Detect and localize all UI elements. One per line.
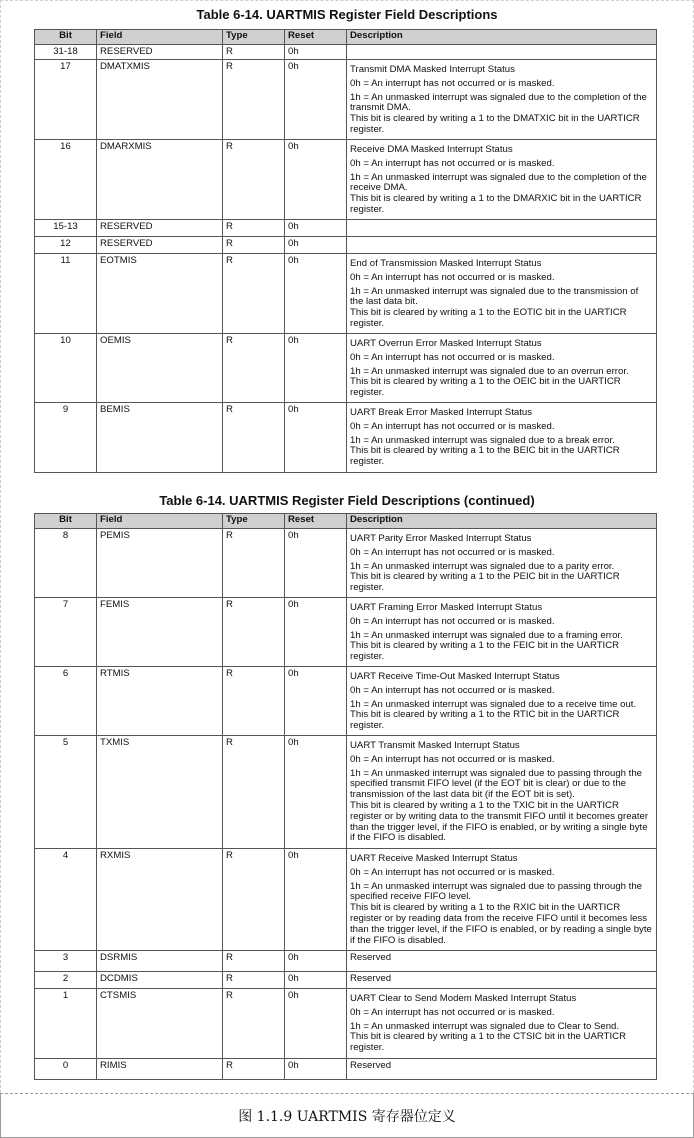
cell-reset: 0h — [285, 403, 347, 473]
table-row — [35, 140, 657, 220]
cell-type: R — [223, 45, 285, 60]
table-row — [35, 951, 657, 972]
description-line: UART Clear to Send Modem Masked Interrupt Status — [350, 993, 577, 1004]
cell-type: R — [223, 334, 285, 403]
description-line: This bit is cleared by writing a 1 to the RXIC bit in the UARTICR register or by reading data from the receive FIFO until it becomes less than the trigger level, if the FIFO is enabled, or by reading a single byte if the FIFO is disabled. — [350, 902, 652, 946]
cell-reset: 0h — [285, 736, 347, 849]
cell-bit: 11 — [35, 254, 97, 334]
table-row — [35, 849, 657, 951]
cell-type: R — [223, 140, 285, 220]
table-row — [35, 989, 657, 1059]
cell-field: RIMIS — [97, 1059, 223, 1080]
cell-description — [347, 237, 657, 254]
description-line: UART Break Error Masked Interrupt Status — [350, 407, 532, 418]
description-line: UART Parity Error Masked Interrupt Status — [350, 533, 532, 544]
description-line: UART Receive Time-Out Masked Interrupt Status — [350, 671, 560, 682]
description-line: Receive DMA Masked Interrupt Status — [350, 144, 513, 155]
figure-caption: 图 1.1.9 UARTMIS 寄存器位定义 — [238, 1109, 456, 1125]
cell-description — [347, 951, 657, 972]
cell-description — [347, 334, 657, 403]
header-reset: Reset — [285, 514, 347, 529]
header-description: Description — [347, 514, 657, 529]
cell-description — [347, 529, 657, 598]
description-line: End of Transmission Masked Interrupt Status — [350, 258, 542, 269]
description-line: This bit is cleared by writing a 1 to the FEIC bit in the UARTICR register. — [350, 640, 620, 663]
cell-field: RTMIS — [97, 667, 223, 736]
description-line: UART Transmit Masked Interrupt Status — [350, 740, 520, 751]
header-bit: Bit — [35, 514, 97, 529]
cell-field: RESERVED — [97, 237, 223, 254]
cell-description — [347, 254, 657, 334]
description-line: This bit is cleared by writing a 1 to the CTSIC bit in the UARTICR register. — [350, 1031, 627, 1054]
cell-field: TXMIS — [97, 736, 223, 849]
description-line: Reserved — [350, 973, 392, 984]
register-table-1 — [34, 29, 657, 473]
cell-type: R — [223, 989, 285, 1059]
table-row — [35, 736, 657, 849]
cell-bit: 6 — [35, 667, 97, 736]
cell-bit: 8 — [35, 529, 97, 598]
description-line: 0h = An interrupt has not occurred or is masked. — [350, 615, 555, 627]
description-line: 0h = An interrupt has not occurred or is masked. — [350, 684, 555, 696]
cell-field: FEMIS — [97, 598, 223, 667]
table-row — [35, 403, 657, 473]
cell-type: R — [223, 972, 285, 989]
description-line: 0h = An interrupt has not occurred or is masked. — [350, 1006, 555, 1018]
description-line: 0h = An interrupt has not occurred or is masked. — [350, 351, 555, 363]
description-line: This bit is cleared by writing a 1 to the RTIC bit in the UARTICR register. — [350, 709, 620, 732]
cell-reset: 0h — [285, 140, 347, 220]
description-line: 0h = An interrupt has not occurred or is masked. — [350, 420, 555, 432]
header-bit: Bit — [35, 30, 97, 45]
cell-description — [347, 403, 657, 473]
cell-field: OEMIS — [97, 334, 223, 403]
cell-bit: 17 — [35, 60, 97, 140]
table-header-row — [35, 514, 657, 529]
cell-field: RESERVED — [97, 220, 223, 237]
table-row — [35, 254, 657, 334]
table-row — [35, 598, 657, 667]
description-line: 0h = An interrupt has not occurred or is masked. — [350, 866, 555, 878]
description-line: This bit is cleared by writing a 1 to the EOTIC bit in the UARTICR register. — [350, 307, 627, 329]
description-line: 0h = An interrupt has not occurred or is masked. — [350, 157, 555, 169]
cell-description — [347, 667, 657, 736]
description-line: This bit is cleared by writing a 1 to the PEIC bit in the UARTICR register. — [350, 571, 620, 594]
cell-type: R — [223, 736, 285, 849]
cell-field: RESERVED — [97, 45, 223, 60]
cell-bit: 9 — [35, 403, 97, 473]
description-line: Transmit DMA Masked Interrupt Status — [350, 64, 515, 75]
cell-field: DSRMIS — [97, 951, 223, 972]
cell-reset: 0h — [285, 951, 347, 972]
description-line: 1h = An unmasked interrupt was signaled due to passing through the specified receive FIFO level. — [350, 880, 643, 903]
cell-reset: 0h — [285, 598, 347, 667]
cell-reset: 0h — [285, 972, 347, 989]
description-line: This bit is cleared by writing a 1 to the DMATXIC bit in the UARTICR register. — [350, 113, 640, 135]
cell-reset: 0h — [285, 220, 347, 237]
description-line: Reserved — [350, 952, 392, 963]
table-2-title: Table 6-14. UARTMIS Register Field Descriptions (continued) — [159, 493, 535, 508]
cell-bit: 10 — [35, 334, 97, 403]
cell-reset: 0h — [285, 1059, 347, 1080]
cell-bit: 4 — [35, 849, 97, 951]
description-line: 1h = An unmasked interrupt was signaled due to a framing error. — [350, 629, 623, 641]
table-row — [35, 45, 657, 60]
cell-type: R — [223, 951, 285, 972]
cell-type: R — [223, 598, 285, 667]
table-row — [35, 529, 657, 598]
cell-bit: 0 — [35, 1059, 97, 1080]
description-line: 0h = An interrupt has not occurred or is masked. — [350, 271, 555, 283]
cell-field: DMARXMIS — [97, 140, 223, 220]
description-line: 1h = An unmasked interrupt was signaled due to the completion of the receive DMA. — [350, 171, 647, 194]
cell-type: R — [223, 254, 285, 334]
cell-type: R — [223, 60, 285, 140]
cell-description — [347, 736, 657, 849]
header-description: Description — [347, 30, 657, 45]
description-line: UART Overrun Error Masked Interrupt Status — [350, 338, 542, 349]
cell-field: EOTMIS — [97, 254, 223, 334]
cell-description — [347, 598, 657, 667]
description-line: 0h = An interrupt has not occurred or is masked. — [350, 753, 555, 765]
description-line: 1h = An unmasked interrupt was signaled due to a break error. — [350, 434, 615, 446]
cell-bit: 12 — [35, 237, 97, 254]
header-field: Field — [97, 30, 223, 45]
cell-bit: 3 — [35, 951, 97, 972]
description-line: 0h = An interrupt has not occurred or is masked. — [350, 546, 555, 558]
cell-type: R — [223, 529, 285, 598]
register-table-2 — [34, 513, 657, 1080]
cell-description — [347, 989, 657, 1059]
cell-reset: 0h — [285, 334, 347, 403]
cell-field: PEMIS — [97, 529, 223, 598]
cell-description — [347, 45, 657, 60]
cell-field: CTSMIS — [97, 989, 223, 1059]
cell-reset: 0h — [285, 529, 347, 598]
description-line: 0h = An interrupt has not occurred or is masked. — [350, 77, 555, 89]
cell-reset: 0h — [285, 60, 347, 140]
cell-field: BEMIS — [97, 403, 223, 473]
cell-description — [347, 140, 657, 220]
description-line: 1h = An unmasked interrupt was signaled due to Clear to Send. — [350, 1020, 620, 1032]
description-line: UART Receive Masked Interrupt Status — [350, 853, 518, 864]
description-line: This bit is cleared by writing a 1 to the TXIC bit in the UARTICR register or by writing data to the transmit FIFO until it becomes greater than the trigger level, if the FIFO is enabled, or by writing a single byte if the FIFO is disabled. — [350, 799, 649, 844]
cell-type: R — [223, 403, 285, 473]
header-reset: Reset — [285, 30, 347, 45]
cell-reset: 0h — [285, 45, 347, 60]
table-row — [35, 972, 657, 989]
cell-type: R — [223, 220, 285, 237]
cell-description — [347, 1059, 657, 1080]
cell-reset: 0h — [285, 989, 347, 1059]
table-row — [35, 220, 657, 237]
description-line: This bit is cleared by writing a 1 to the BEIC bit in the UARTICR register. — [350, 445, 620, 468]
description-line: UART Framing Error Masked Interrupt Status — [350, 602, 543, 613]
table-row — [35, 237, 657, 254]
description-line: 1h = An unmasked interrupt was signaled due to a receive time out. — [350, 698, 637, 710]
cell-bit: 16 — [35, 140, 97, 220]
cell-type: R — [223, 237, 285, 254]
description-line: This bit is cleared by writing a 1 to the OEIC bit in the UARTICR register. — [350, 376, 621, 399]
table-row — [35, 1059, 657, 1080]
cell-reset: 0h — [285, 849, 347, 951]
table-header-row — [35, 30, 657, 45]
cell-type: R — [223, 1059, 285, 1080]
header-field: Field — [97, 514, 223, 529]
table-row — [35, 334, 657, 403]
description-line: 1h = An unmasked interrupt was signaled due to the completion of the transmit DMA. — [350, 91, 647, 114]
description-line: 1h = An unmasked interrupt was signaled due to an overrun error. — [350, 365, 629, 377]
cell-bit: 1 — [35, 989, 97, 1059]
cell-description — [347, 972, 657, 989]
cell-field: DCDMIS — [97, 972, 223, 989]
cell-reset: 0h — [285, 237, 347, 254]
cell-bit: 5 — [35, 736, 97, 849]
table-1-title: Table 6-14. UARTMIS Register Field Descriptions — [196, 7, 498, 22]
description-line: 1h = An unmasked interrupt was signaled due to the transmission of the last data bit. — [350, 285, 639, 308]
cell-bit: 2 — [35, 972, 97, 989]
table-row — [35, 60, 657, 140]
cell-type: R — [223, 849, 285, 951]
cell-description — [347, 849, 657, 951]
cell-bit: 15-13 — [35, 220, 97, 237]
cell-reset: 0h — [285, 667, 347, 736]
cell-bit: 7 — [35, 598, 97, 667]
cell-type: R — [223, 667, 285, 736]
header-type: Type — [223, 30, 285, 45]
description-line: Reserved — [350, 1060, 392, 1071]
description-line: 1h = An unmasked interrupt was signaled due to a parity error. — [350, 560, 615, 572]
cell-reset: 0h — [285, 254, 347, 334]
header-type: Type — [223, 514, 285, 529]
description-line: 1h = An unmasked interrupt was signaled due to passing through the specified transmit FIFO level (if the EOT bit is clear) or due to the transmission of the last data bit (if the EOT bit is set). — [350, 767, 643, 801]
cell-description — [347, 220, 657, 237]
cell-description — [347, 60, 657, 140]
description-line: This bit is cleared by writing a 1 to the DMARXIC bit in the UARTICR register. — [350, 193, 642, 215]
cell-bit: 31-18 — [35, 45, 97, 60]
cell-field: RXMIS — [97, 849, 223, 951]
cell-field: DMATXMIS — [97, 60, 223, 140]
table-row — [35, 667, 657, 736]
